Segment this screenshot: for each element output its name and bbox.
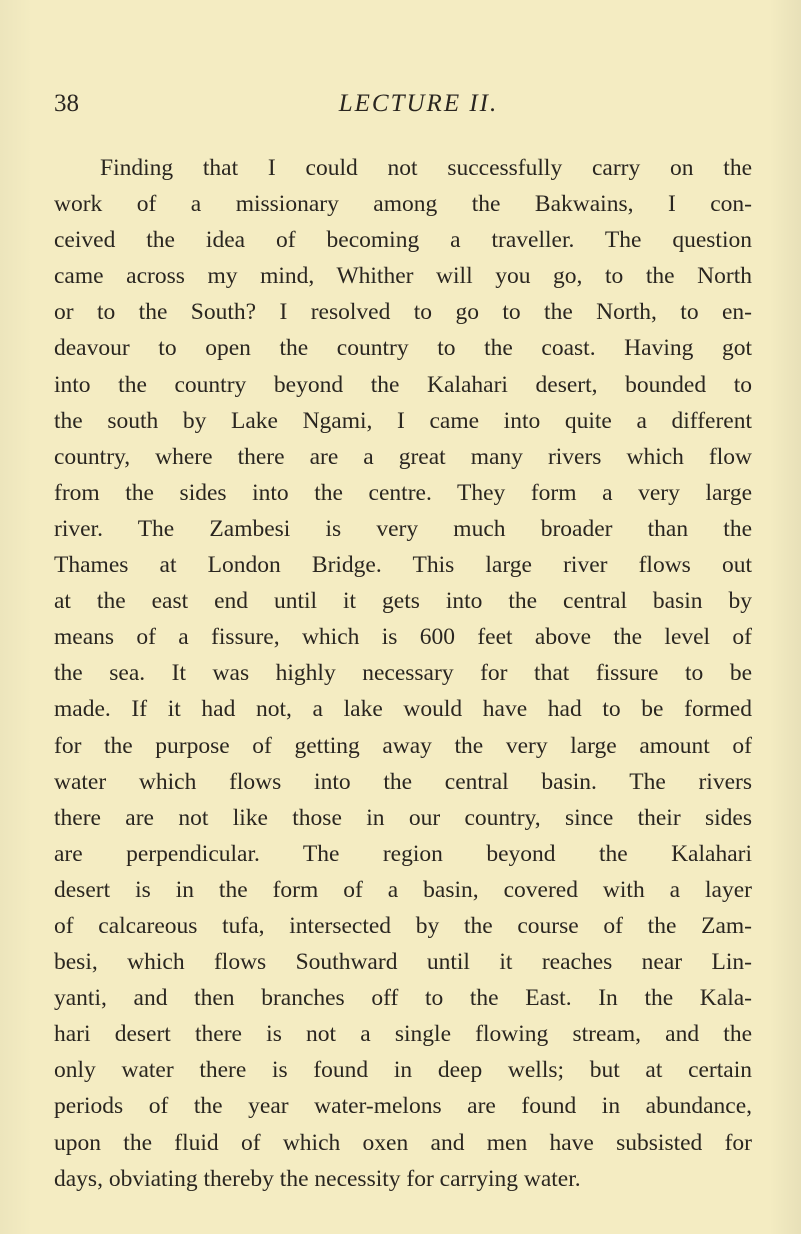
- page-header: [54, 86, 757, 122]
- text-line: deavour to open the country to the coast. Having got: [54, 335, 752, 362]
- body-paragraph: [54, 150, 752, 1197]
- text-line: means of a fissure, which is 600 feet above the level of: [54, 624, 752, 651]
- text-line: upon the fluid of which oxen and men have subsisted for: [54, 1129, 752, 1156]
- page-number: 38: [54, 90, 79, 117]
- text-line: country, where there are a great many rivers which flow: [54, 443, 752, 470]
- text-line: Thames at London Bridge. This large river flows out: [54, 552, 752, 579]
- text-line: the south by Lake Ngami, I came into quite a different: [54, 407, 752, 434]
- text-line: the sea. It was highly necessary for that fissure to be: [54, 660, 752, 687]
- text-line: days, obviating thereby the necessity for carrying water.: [54, 1165, 581, 1192]
- text-line: for the purpose of getting away the very large amount of: [54, 732, 752, 759]
- text-line: work of a missionary among the Bakwains, I con-: [54, 191, 752, 218]
- text-line: besi, which flows Southward until it reaches near Lin-: [54, 949, 752, 976]
- text-line: river. The Zambesi is very much broader than the: [54, 515, 752, 542]
- text-line: Finding that I could not successfully carry on the: [100, 155, 752, 181]
- text-line: are perpendicular. The region beyond the Kalahari: [54, 840, 752, 867]
- text-line: only water there is found in deep wells; but at certain: [54, 1057, 752, 1084]
- text-line: desert is in the form of a basin, covered with a layer: [54, 876, 752, 903]
- text-line: periods of the year water-melons are found in abundance,: [54, 1093, 752, 1120]
- text-line: yanti, and then branches off to the East. In the Kala-: [54, 985, 752, 1012]
- text-line: of calcareous tufa, intersected by the course of the Zam-: [54, 912, 752, 939]
- running-head: LECTURE II.: [338, 90, 499, 117]
- text-line: from the sides into the centre. They form a very large: [54, 479, 752, 506]
- text-line: made. If it had not, a lake would have had to be formed: [54, 696, 752, 723]
- text-line: there are not like those in our country, since their sides: [54, 804, 752, 831]
- text-line: came across my mind, Whither will you go, to the North: [54, 263, 752, 290]
- text-line: hari desert there is not a single flowing stream, and the: [54, 1021, 752, 1048]
- text-line: or to the South? I resolved to go to the North, to en-: [54, 299, 752, 326]
- text-line: into the country beyond the Kalahari desert, bounded to: [54, 371, 752, 398]
- text-line: water which flows into the central basin. The rivers: [54, 768, 752, 795]
- text-line: ceived the idea of becoming a traveller. The question: [54, 227, 752, 254]
- text-line: at the east end until it gets into the central basin by: [54, 588, 752, 615]
